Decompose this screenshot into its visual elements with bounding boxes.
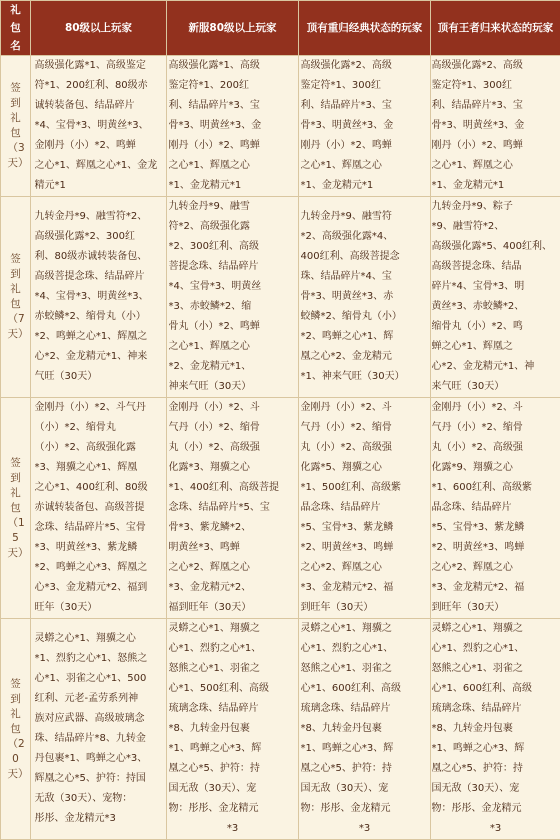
reward-line: *1、金龙精元*1 xyxy=(169,176,297,196)
reward-line: 红利、元老-孟劳系列神 xyxy=(35,689,163,709)
reward-line: 国无敌（30天）、宠 xyxy=(432,779,560,799)
reward-line: *3 xyxy=(301,819,429,839)
gift-name-label: 签到礼包（15天） xyxy=(8,456,24,561)
reward-line: *1、鸣蝉之心*3、辉 xyxy=(432,739,560,759)
row-gift-name xyxy=(1,197,31,398)
reward-line: *8、九转金丹包裹 xyxy=(169,719,297,739)
reward-line: *2、鸣蝉之心*3、辉凰之 xyxy=(35,558,163,578)
reward-line: *9、融雪符*2、 xyxy=(432,217,560,237)
reward-line: *1、神来气旺（30天） xyxy=(301,367,429,387)
reward-line: 凰之心*5、护符：持 xyxy=(169,759,297,779)
reward-line: 气旺（30天） xyxy=(35,367,163,387)
reward-line: 珠、结晶碎片*4、宝 xyxy=(301,267,429,287)
reward-cell-king-return xyxy=(431,197,560,398)
reward-line: 丸（小）*2、高级强 xyxy=(432,438,560,458)
reward-list xyxy=(432,197,560,397)
reward-cell-classic-return xyxy=(299,398,431,619)
reward-line: *1、鸣蝉之心*3、辉 xyxy=(169,739,297,759)
reward-list xyxy=(35,207,163,387)
reward-line: *8、九转金丹包裹 xyxy=(432,719,560,739)
reward-line: 金刚丹（小）*2、斗 xyxy=(169,398,297,418)
reward-line: 赤蛟鳞*2、缩骨丸（小） xyxy=(35,307,163,327)
reward-line: 高级菩提念珠、结晶 xyxy=(432,257,560,277)
reward-line: 鉴定符*1、300红 xyxy=(301,76,429,96)
reward-line: 骨*3、明黄丝*3、赤 xyxy=(301,287,429,307)
reward-line: 福到旺年（30天） xyxy=(169,598,297,618)
reward-line: 怒熊之心*1、羽雀之 xyxy=(301,659,429,679)
reward-line: 之心*2、辉凰之心 xyxy=(301,558,429,578)
row-gift-name xyxy=(1,56,31,197)
reward-line: 之心*2、辉凰之心 xyxy=(432,558,560,578)
reward-line: 气丹（小）*2、缩骨 xyxy=(169,418,297,438)
reward-line: 灵蟒之心*1、翔骥之 xyxy=(432,619,560,639)
reward-line: *2、金龙精元*1、 xyxy=(169,357,297,377)
reward-line: *1、金龙精元*1 xyxy=(301,176,429,196)
reward-line: 利、结晶碎片*3、宝 xyxy=(169,96,297,116)
reward-line: *2、300红利、高级 xyxy=(169,237,297,257)
header-gift-name: 礼包名 xyxy=(1,1,31,56)
reward-line: *1、500红利、高级紫 xyxy=(301,478,429,498)
reward-line: 刚丹（小）*2、鸣蝉 xyxy=(301,136,429,156)
reward-line: 物：彤彤、金龙精元 xyxy=(432,799,560,819)
reward-line: 鉴定符*1、300红 xyxy=(432,76,560,96)
reward-list xyxy=(169,56,297,196)
reward-line: *1、金龙精元*1 xyxy=(432,176,560,196)
reward-line: 琉璃念珠、结晶碎片 xyxy=(169,699,297,719)
table-row xyxy=(1,56,560,197)
reward-line: *4、宝骨*3、明黄丝*3、 xyxy=(35,287,163,307)
reward-line: （小）*2、高级强化露 xyxy=(35,438,163,458)
header-row xyxy=(1,1,560,56)
reward-line: （小）*2、缩骨丸 xyxy=(35,418,163,438)
reward-list xyxy=(169,619,297,839)
reward-line: 族对应武器、高级玻璃念 xyxy=(35,709,163,729)
reward-cell-king-return xyxy=(431,398,560,619)
reward-line: 彤彤、金龙精元*3 xyxy=(35,809,163,829)
reward-cell-level80 xyxy=(31,619,167,840)
gift-name-label: 签到礼包（7天） xyxy=(8,252,24,342)
reward-line: 心*1、600红利、高级 xyxy=(432,679,560,699)
reward-line: *2、鸣蝉之心*1、辉凰之 xyxy=(35,327,163,347)
reward-line: 晶念珠、结晶碎片 xyxy=(301,498,429,518)
reward-line: 菩提念珠、结晶碎片 xyxy=(169,257,297,277)
reward-line: 怒熊之心*1、羽雀之 xyxy=(432,659,560,679)
reward-line: 鉴定符*1、200红 xyxy=(169,76,297,96)
reward-cell-level80 xyxy=(31,197,167,398)
reward-line: *8、九转金丹包裹 xyxy=(301,719,429,739)
reward-line: 凰之心*5、护符：持 xyxy=(432,759,560,779)
reward-line: 心*1、羽雀之心*1、500 xyxy=(35,669,163,689)
reward-line: 心*3、金龙精元*2、福到 xyxy=(35,578,163,598)
reward-line: 念珠、结晶碎片*5、宝骨 xyxy=(35,518,163,538)
reward-line: 琉璃念珠、结晶碎片 xyxy=(432,699,560,719)
reward-line: 九转金丹*9、融雪 xyxy=(169,197,297,217)
reward-line: 高级强化露*2、300红 xyxy=(35,227,163,247)
reward-line: 晶念珠、结晶碎片 xyxy=(432,498,560,518)
reward-line: 九转金丹*9、粽子 xyxy=(432,197,560,217)
reward-line: 骨*3、明黄丝*3、金 xyxy=(169,116,297,136)
reward-line: *2、明黄丝*3、鸣蝉 xyxy=(432,538,560,558)
reward-line: 化露*5、翔骥之心 xyxy=(301,458,429,478)
reward-cell-level80 xyxy=(31,398,167,619)
reward-cell-king-return xyxy=(431,56,560,197)
reward-line: 珠、结晶碎片*8、九转金 xyxy=(35,729,163,749)
reward-list xyxy=(169,398,297,618)
reward-line: *2、明黄丝*3、鸣蝉 xyxy=(301,538,429,558)
reward-line: *1、400红利、高级菩提 xyxy=(169,478,297,498)
reward-line: 琉璃念珠、结晶碎片 xyxy=(301,699,429,719)
reward-cell-new-server-level80 xyxy=(167,197,299,398)
reward-line: 辉凰之心*5、护符：持国 xyxy=(35,769,163,789)
reward-line: 符*2、高级强化露 xyxy=(169,217,297,237)
reward-line: 到旺年（30天） xyxy=(432,598,560,618)
reward-line: 蛟鳞*2、缩骨丸（小） xyxy=(301,307,429,327)
reward-line: 刚丹（小）*2、鸣蝉 xyxy=(432,136,560,156)
reward-line: 九转金丹*9、融雪符 xyxy=(301,207,429,227)
reward-line: 九转金丹*9、融雪符*2、 xyxy=(35,207,163,227)
table-row xyxy=(1,619,560,840)
reward-line: 高级强化露*1、高级鉴定 xyxy=(35,56,163,76)
reward-list xyxy=(35,629,163,829)
reward-line: 无敌（30天）、宠物： xyxy=(35,789,163,809)
reward-line: 化露*9、翔骥之心 xyxy=(432,458,560,478)
reward-line: 丸（小）*2、高级强 xyxy=(301,438,429,458)
reward-line: 心*1、600红利、高级 xyxy=(301,679,429,699)
reward-line: 骨丸（小）*2、鸣蝉 xyxy=(169,317,297,337)
reward-line: *4、宝骨*3、明黄丝*3、 xyxy=(35,116,163,136)
reward-line: 之心*1、辉凰之心 xyxy=(169,156,297,176)
reward-line: 高级菩提念珠、结晶碎片 xyxy=(35,267,163,287)
reward-line: 蝉之心*1、辉凰之 xyxy=(432,337,560,357)
reward-line: *3、金龙精元*2、 xyxy=(169,578,297,598)
reward-line: 心*1、烈豹之心*1、 xyxy=(169,639,297,659)
row-gift-name xyxy=(1,398,31,619)
reward-line: *3 xyxy=(169,819,297,839)
reward-line: 金刚丹（小）*2、斗气丹 xyxy=(35,398,163,418)
reward-list xyxy=(301,207,429,387)
reward-line: 骨*3、明黄丝*3、金 xyxy=(301,116,429,136)
reward-line: *3、金龙精元*2、福 xyxy=(432,578,560,598)
row-gift-name xyxy=(1,619,31,840)
reward-line: 来气旺（30天） xyxy=(432,377,560,397)
reward-line: 化露*3、翔骥之心 xyxy=(169,458,297,478)
reward-line: 之心*1、辉凰之心 xyxy=(432,156,560,176)
reward-line: 高级强化露*2、高级 xyxy=(432,56,560,76)
reward-line: 之心*1、辉凰之心 xyxy=(169,337,297,357)
reward-line: 国无敌（30天）、宠 xyxy=(169,779,297,799)
reward-line: *2、鸣蝉之心*1、辉 xyxy=(301,327,429,347)
header-level80-players: 80级以上玩家 xyxy=(31,1,167,56)
reward-line: 国无敌（30天）、宠 xyxy=(301,779,429,799)
reward-line: 利、结晶碎片*3、宝 xyxy=(301,96,429,116)
reward-line: 到旺年（30天） xyxy=(301,598,429,618)
reward-line: 心*2、金龙精元*1、神来 xyxy=(35,347,163,367)
reward-list xyxy=(432,619,560,839)
reward-line: 利、80级赤诚转装备包、 xyxy=(35,247,163,267)
reward-cell-classic-return xyxy=(299,197,431,398)
reward-cell-king-return xyxy=(431,619,560,840)
reward-line: *2、高级强化露*4、 xyxy=(301,227,429,247)
reward-line: 之心*1、辉凰之心*1、金龙 xyxy=(35,156,163,176)
reward-line: *3、赤蛟鳞*2、缩 xyxy=(169,297,297,317)
reward-cell-level80 xyxy=(31,56,167,197)
reward-list xyxy=(169,197,297,397)
reward-line: 400红利、高级菩提念 xyxy=(301,247,429,267)
reward-list xyxy=(301,56,429,196)
reward-line: 气丹（小）*2、缩骨 xyxy=(432,418,560,438)
reward-line: 骨*3、明黄丝*3、金 xyxy=(432,116,560,136)
reward-line: 心*1、烈豹之心*1、 xyxy=(432,639,560,659)
reward-line: 气丹（小）*2、缩骨 xyxy=(301,418,429,438)
reward-line: 金刚丹（小）*2、斗 xyxy=(432,398,560,418)
reward-cell-new-server-level80 xyxy=(167,398,299,619)
reward-line: 高级强化露*1、高级 xyxy=(169,56,297,76)
reward-line: 心*1、烈豹之心*1、 xyxy=(301,639,429,659)
reward-line: *5、宝骨*3、紫龙鳞 xyxy=(432,518,560,538)
gift-name-label: 签到礼包（3天） xyxy=(8,81,24,171)
reward-line: *3、明黄丝*3、紫龙鳞 xyxy=(35,538,163,558)
reward-line: 高级强化露*2、高级 xyxy=(301,56,429,76)
reward-line: 缩骨丸（小）*2、鸣 xyxy=(432,317,560,337)
reward-line: *1、烈豹之心*1、怒熊之 xyxy=(35,649,163,669)
reward-line: 黄丝*3、赤蛟鳞*2、 xyxy=(432,297,560,317)
reward-line: 旺年（30天） xyxy=(35,598,163,618)
reward-line: 诚转装备包、结晶碎片 xyxy=(35,96,163,116)
reward-line: 凰之心*2、金龙精元 xyxy=(301,347,429,367)
reward-line: 之心*2、辉凰之心 xyxy=(169,558,297,578)
reward-line: 利、结晶碎片*3、宝 xyxy=(432,96,560,116)
reward-list xyxy=(35,56,163,196)
reward-line: 精元*1 xyxy=(35,176,163,196)
header-king-return-status: 顶有王者归来状态的玩家 xyxy=(431,1,560,56)
reward-line: *1、鸣蝉之心*3、辉 xyxy=(301,739,429,759)
reward-list xyxy=(35,398,163,618)
reward-list xyxy=(301,619,429,839)
reward-line: *3、翔骥之心*1、辉凰 xyxy=(35,458,163,478)
reward-list xyxy=(432,398,560,618)
reward-line: 之心*1、辉凰之心 xyxy=(301,156,429,176)
reward-line: *3、金龙精元*2、福 xyxy=(301,578,429,598)
reward-list xyxy=(432,56,560,196)
reward-line: 高级强化露*5、400红利、 xyxy=(432,237,560,257)
reward-line: *4、宝骨*3、明黄丝 xyxy=(169,277,297,297)
reward-list xyxy=(301,398,429,618)
reward-line: 骨*3、紫龙鳞*2、 xyxy=(169,518,297,538)
header-classic-return-status: 顶有重归经典状态的玩家 xyxy=(299,1,431,56)
reward-line: *1、600红利、高级紫 xyxy=(432,478,560,498)
header-new-server-level80: 新服80级以上玩家 xyxy=(167,1,299,56)
reward-line: 刚丹（小）*2、鸣蝉 xyxy=(169,136,297,156)
reward-line: 心*1、500红利、高级 xyxy=(169,679,297,699)
reward-cell-new-server-level80 xyxy=(167,619,299,840)
reward-line: *5、宝骨*3、紫龙鳞 xyxy=(301,518,429,538)
reward-line: 明黄丝*3、鸣蝉 xyxy=(169,538,297,558)
reward-line: 念珠、结晶碎片*5、宝 xyxy=(169,498,297,518)
reward-cell-classic-return xyxy=(299,619,431,840)
reward-line: 碎片*4、宝骨*3、明 xyxy=(432,277,560,297)
reward-line: 物：彤彤、金龙精元 xyxy=(301,799,429,819)
reward-line: 怒熊之心*1、羽雀之 xyxy=(169,659,297,679)
gift-name-label: 签到礼包（20天） xyxy=(8,677,24,782)
reward-line: 神来气旺（30天） xyxy=(169,377,297,397)
reward-line: 心*2、金龙精元*1、神 xyxy=(432,357,560,377)
table-row xyxy=(1,197,560,398)
reward-line: 丸（小）*2、高级强 xyxy=(169,438,297,458)
reward-line: 赤诚转装备包、高级菩提 xyxy=(35,498,163,518)
reward-cell-new-server-level80 xyxy=(167,56,299,197)
reward-line: 灵蟒之心*1、翔骥之 xyxy=(169,619,297,639)
reward-cell-classic-return xyxy=(299,56,431,197)
reward-line: 金刚丹（小）*2、斗 xyxy=(301,398,429,418)
reward-line: 之心*1、400红利、80级 xyxy=(35,478,163,498)
reward-line: *3 xyxy=(432,819,560,839)
reward-line: 符*1、200红利、80级赤 xyxy=(35,76,163,96)
reward-line: 物：彤彤、金龙精元 xyxy=(169,799,297,819)
reward-line: 丹包裹*1、鸣蝉之心*3、 xyxy=(35,749,163,769)
table-row xyxy=(1,398,560,619)
reward-line: 灵蟒之心*1、翔骥之心 xyxy=(35,629,163,649)
reward-line: 凰之心*5、护符：持 xyxy=(301,759,429,779)
reward-line: 金刚丹（小）*2、鸣蝉 xyxy=(35,136,163,156)
reward-line: 灵蟒之心*1、翔骥之 xyxy=(301,619,429,639)
